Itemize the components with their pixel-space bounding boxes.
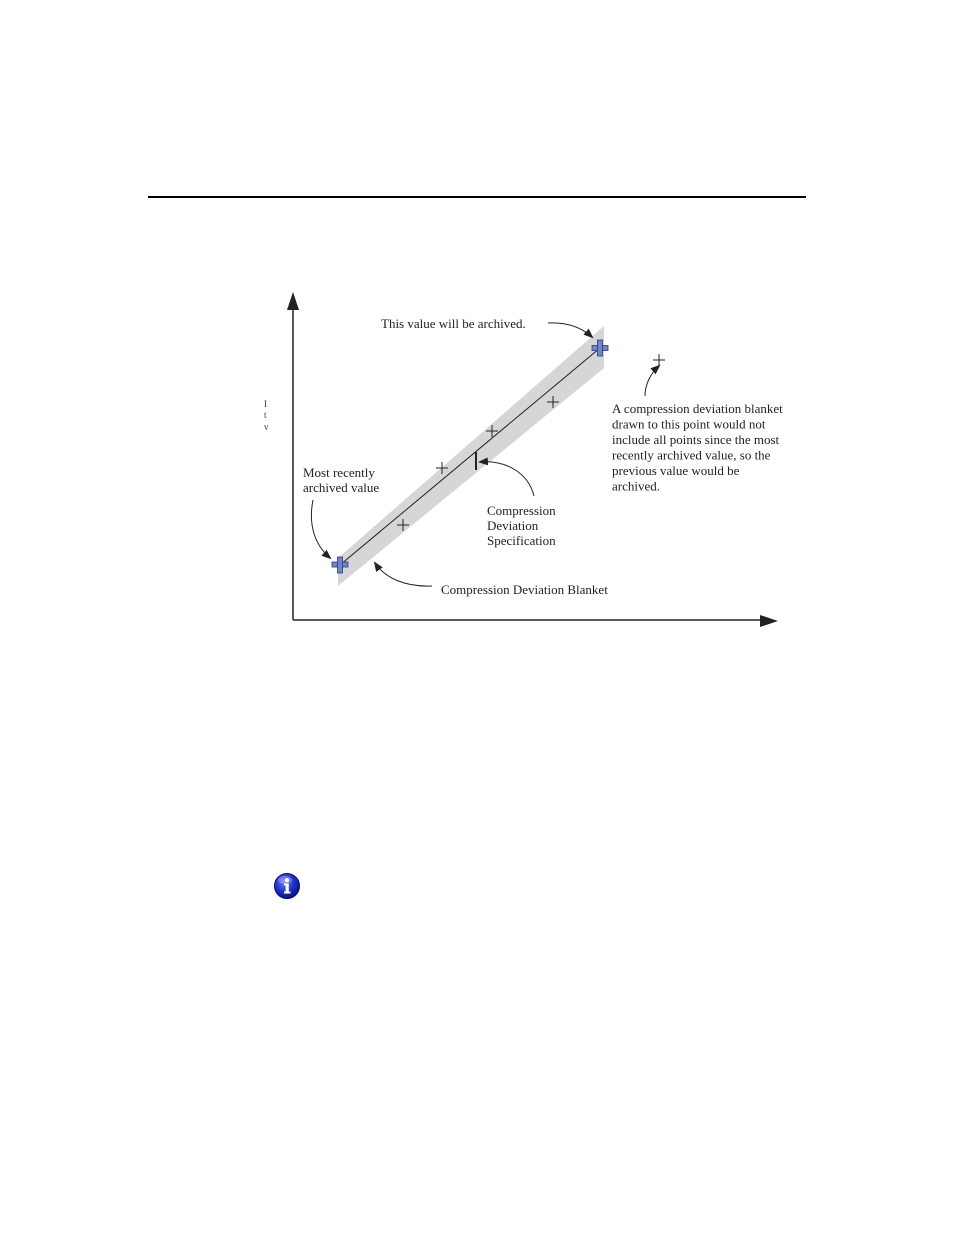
label-most-recent: Most recently archived value — [303, 465, 380, 495]
y-axis-label-fragment: I — [264, 399, 267, 409]
label-deviation-spec: Compression Deviation Specification — [487, 503, 556, 548]
x-axis-arrow — [760, 615, 778, 627]
label-note: A compression deviation blanket drawn to this point would not include all points since the most recently archived value, so the previous value would be archived. — [612, 401, 783, 494]
label-blanket: Compression Deviation Blanket — [441, 582, 608, 597]
arrow-archived-top — [548, 323, 592, 337]
info-icon — [273, 872, 301, 900]
data-point-outside — [653, 354, 665, 366]
arrow-most-recent — [311, 500, 330, 558]
label-archived-top: This value will be archived. — [381, 316, 526, 331]
trend-line — [340, 348, 600, 565]
y-axis-arrow — [287, 292, 299, 310]
y-axis-label-fragment: v — [264, 422, 269, 432]
arrow-spec — [480, 462, 534, 496]
y-axis-label-fragment: t — [264, 410, 267, 420]
arrow-note — [645, 366, 659, 396]
arrow-blanket — [375, 563, 432, 586]
